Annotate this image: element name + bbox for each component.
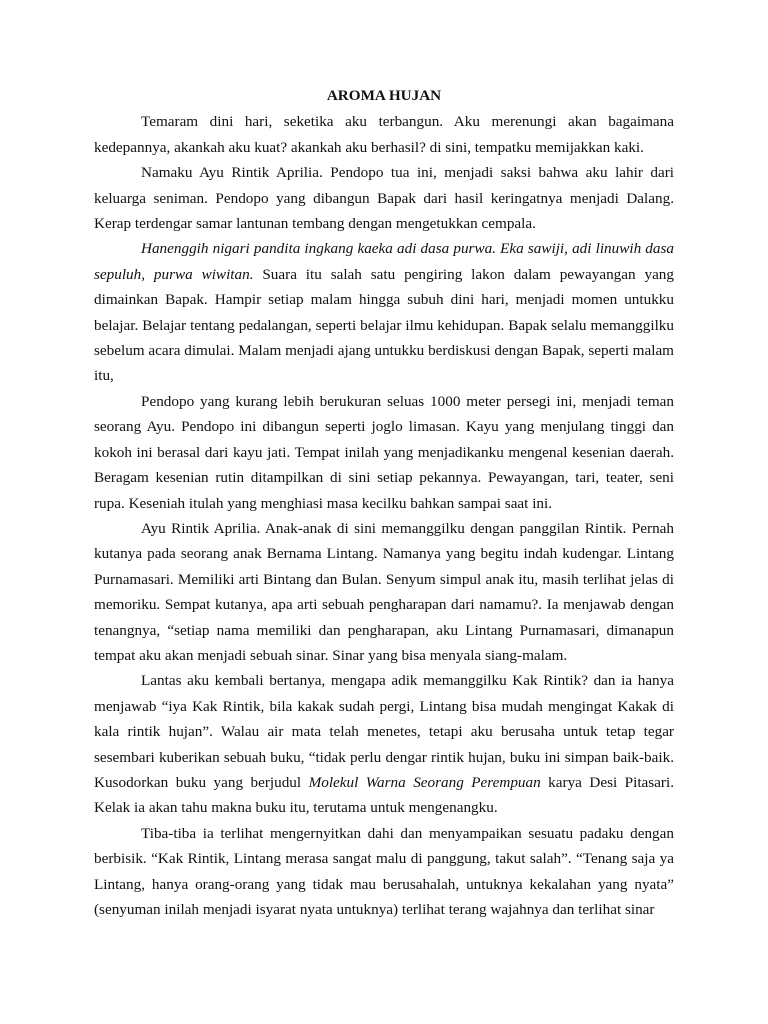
paragraph-text: Suara itu salah satu pengiring lakon dalam pewayangan yang dimainkan Bapak. Hampir setiap malam hingga subuh dini hari, menjadi momen untukku belajar. Belajar tentang pedalangan, seperti belajar ilmu kehidupan. Bapak selalu memanggilku sebelum acara dimulai. Malam menjadi ajang untukku berdiskusi dengan Bapak, seperti malam itu, [94,265,674,385]
paragraph-4 [94,389,674,516]
paragraph-text-tail: karya Desi Pitasari. Kelak ia akan tahu makna buku itu, terutama untuk mengenangku. [94,773,675,817]
paragraph-text: Tiba-tiba ia terlihat mengernyitkan dahi dan menyampaikan sesuatu padaku dengan berbisik. “Kak Rintik, Lintang merasa sangat malu di panggung, takut salah”. “Tenang saja ya Lintang, hanya orang-orang yang tidak mau berusahalah, untuknya kekalahan yang nyata” (senyuman inilah menjadi isyarat nyata untuknya) terlihat terang wajahnya dan terlihat sinar [94,824,674,918]
paragraph-text: Ayu Rintik Aprilia. Anak-anak di sini memanggilku dengan panggilan Rintik. Pernah kutanya pada seorang anak Bernama Lintang. Namanya yang begitu indah kudengar. Lintang Purnamasari. Memiliki arti Bintang dan Bulan. Senyum simpul anak itu, masih terlihat jelas di memoriku. Sempat kutanya, apa arti sebuah pengharapan dari namamu?. Ia menjawab dengan tenangnya, “setiap nama memiliki dan pengharapan, aku Lintang Purnamasari, dimanapun tempat aku akan menjadi sebuah sinar. Sinar yang bisa menyala siang-malam. [94,519,674,664]
paragraph-text: Pendopo yang kurang lebih berukuran seluas 1000 meter persegi ini, menjadi teman seorang Ayu. Pendopo ini dibangun seperti joglo limasan. Kayu yang menjulang tinggi dan kokoh ini berasal dari kayu jati. Tempat inilah yang menjadikanku mengenal kesenian daerah. Beragam kesenian rutin ditampilkan di sini setiap pekannya. Pewayangan, tari, teater, seni rupa. Keseniah itulah yang menghiasi masa kecilku bahkan sampai saat ini. [94,392,674,512]
document-body [94,83,674,922]
paragraph-text: Namaku Ayu Rintik Aprilia. Pendopo tua ini, menjadi saksi bahwa aku lahir dari keluarga seniman. Pendopo yang dibangun Bapak dari hasil keringatnya menjadi Dalang. Kerap terdengar samar lantunan tembang dengan mengetukkan cempala. [94,164,674,233]
paragraph-3 [94,236,674,388]
paragraph-7 [94,821,674,923]
document-title: AROMA HUJAN [326,87,442,104]
paragraph-2 [94,160,674,236]
paragraph-1 [94,109,674,160]
paragraph-text: Lantas aku kembali bertanya, mengapa adik memanggilku Kak Rintik? dan ia hanya menjawab “iya Kak Rintik, bila kakak sudah pergi, Lintang bisa mudah mengingat Kakak di kala rintik hujan”. Walau air mata telah menetes, tetapi aku berusaha untuk tetap tegar sesembari kuberikan sebuah buku, “tidak perlu dengar rintik hujan, buku ini simpan baik-baik. Kusodorkan buku yang berjudul [94,672,674,791]
book-title-italic: Molekul Warna Seorang Perempuan [308,773,541,791]
paragraph-6 [94,668,674,820]
javanese-verse-italic: Hanenggih nigari pandita ingkang kaeka adi dasa purwa. Eka sawiji, adi linuwih dasa sepuluh, purwa wiwitan. [94,240,674,283]
paragraph-text: Temaram dini hari, seketika aku terbangun. Aku merenungi akan bagaimana kedepannya, akankah aku kuat? akankah aku berhasil? di sini, tempatku memijakkan kaki. [94,113,674,156]
paragraph-5 [94,516,674,668]
